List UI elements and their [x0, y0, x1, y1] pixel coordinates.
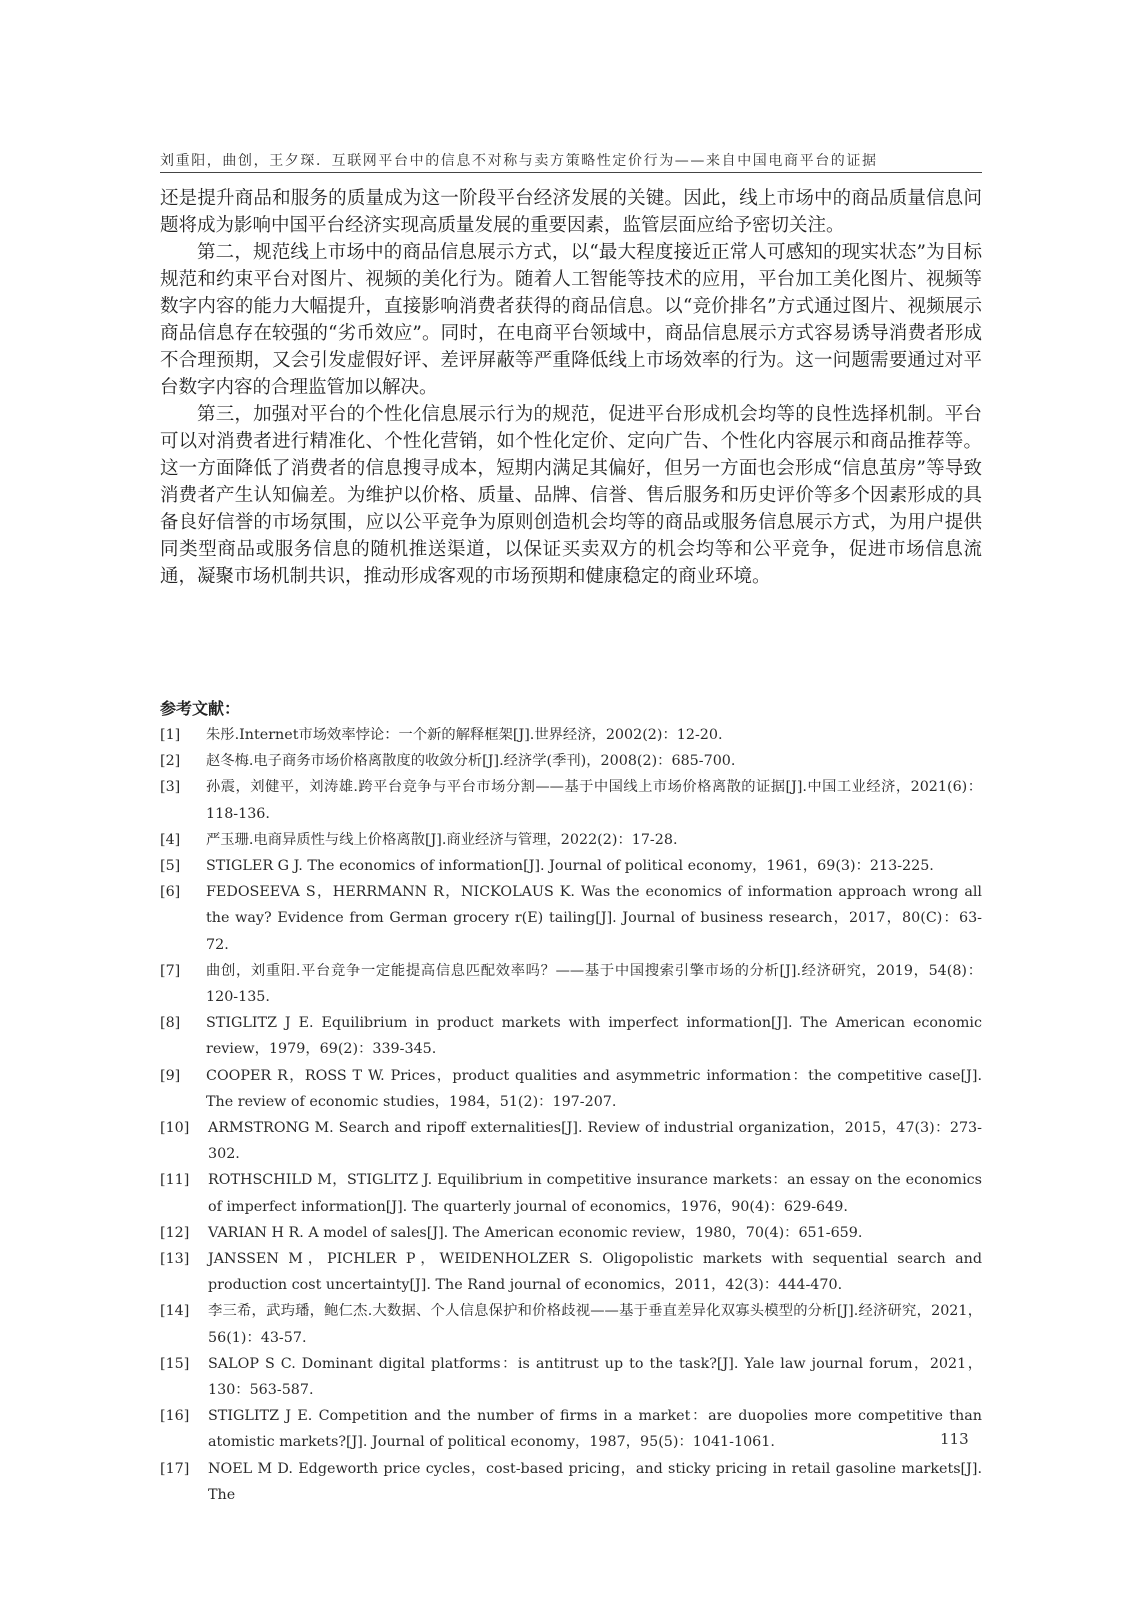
header-rule [160, 172, 982, 173]
reference-number: [8] [160, 1015, 181, 1032]
reference-item [160, 748, 982, 774]
reference-number: [9] [160, 1067, 181, 1084]
reference-item [160, 1220, 982, 1246]
reference-text: 李三希，武玙璠，鲍仁杰.大数据、个人信息保护和价格歧视——基于垂直差异化双寡头模型的分析[J].经济研究，2021，56(1)：43-57. [208, 1303, 982, 1346]
reference-number: [12] [160, 1224, 190, 1241]
reference-number: [13] [160, 1251, 190, 1268]
reference-text: ROTHSCHILD M，STIGLITZ J. Equilibrium in competitive insurance markets：an essay on the economics of imperfect information[J]. The quarterly journal of economics，1976，90(4)：629-649. [208, 1172, 982, 1215]
reference-item [160, 1246, 982, 1298]
reference-text: SALOP S C. Dominant digital platforms：is antitrust up to the task?[J]. Yale law journal forum，2021，130：563-587. [208, 1355, 982, 1399]
reference-item [160, 1115, 982, 1167]
reference-number: [4] [160, 831, 181, 848]
reference-text: STIGLER G J. The economics of information[J]. Journal of political economy，1961，69(3)：213-225. [206, 858, 934, 875]
reference-number: [15] [160, 1355, 190, 1372]
reference-text: STIGLITZ J E. Competition and the number of firms in a market：are duopolies more competitive than atomistic markets?[J]. Journal of political economy，1987，95(5)：1041-1061. [208, 1408, 982, 1451]
body-text [160, 185, 982, 590]
reference-text: 孙震，刘健平，刘涛雄.跨平台竞争与平台市场分割——基于中国线上市场价格离散的证据[J].中国工业经济，2021(6)：118-136. [206, 779, 982, 822]
reference-text: 赵冬梅.电子商务市场价格离散度的收敛分析[J].经济学(季刊)，2008(2)：685-700. [206, 753, 736, 770]
reference-item [160, 827, 982, 853]
reference-item [160, 774, 982, 826]
reference-text: VARIAN H R. A model of sales[J]. The American economic review，1980，70(4)：651-659. [208, 1224, 863, 1241]
reference-number: [16] [160, 1408, 190, 1425]
reference-text: FEDOSEEVA S，HERRMANN R，NICKOLAUS K. Was the economics of information approach wrong all the way? Evidence from German grocery r(E) tailing[J]. Journal of business research，2017，80(C)：63-72. [206, 884, 982, 953]
reference-item [160, 1063, 982, 1115]
references-heading: 参考文献： [160, 699, 241, 718]
reference-number: [3] [160, 779, 181, 796]
reference-number: [17] [160, 1460, 190, 1477]
reference-text: STIGLITZ J E. Equilibrium in product markets with imperfect information[J]. The American economic review，1979，69(2)：339-345. [206, 1015, 982, 1058]
reference-number: [7] [160, 962, 181, 979]
reference-item [160, 1298, 982, 1350]
reference-text: ARMSTRONG M. Search and ripoff externalities[J]. Review of industrial organization，2015，47(3)：273-302. [208, 1120, 982, 1163]
running-header: 刘重阳，曲创，王夕琛．互联网平台中的信息不对称与卖方策略性定价行为——来自中国电商平台的证据 [160, 153, 878, 169]
reference-text: COOPER R，ROSS T W. Prices，product qualities and asymmetric information：the competitive case[J]. The review of economic studies，1984，51(2)：197-207. [206, 1067, 982, 1110]
reference-item [160, 1010, 982, 1062]
paragraph: 还是提升商品和服务的质量成为这一阶段平台经济发展的关键。因此，线上市场中的商品质量信息问题将成为影响中国平台经济实现高质量发展的重要因素，监管层面应给予密切关注。 [160, 188, 982, 236]
reference-text: JANSSEN M，PICHLER P，WEIDENHOLZER S. Oligopolistic markets with sequential search and production cost uncertainty[J]. The Rand journal of economics，2011，42(3)：444-470. [208, 1251, 982, 1294]
reference-list [160, 722, 982, 1508]
reference-text: 曲创，刘重阳.平台竞争一定能提高信息匹配效率吗？——基于中国搜索引擎市场的分析[J].经济研究，2019，54(8)：120-135. [206, 962, 982, 1006]
reference-text: 严玉珊.电商异质性与线上价格离散[J].商业经济与管理，2022(2)：17-28. [206, 831, 678, 848]
reference-number: [11] [160, 1172, 190, 1189]
paragraph: 第二，规范线上市场中的商品信息展示方式，以“最大程度接近正常人可感知的现实状态”为目标规范和约束平台对图片、视频的美化行为。随着人工智能等技术的应用，平台加工美化图片、视频等数字内容的能力大幅提升，直接影响消费者获得的商品信息。以“竞价排名”方式通过图片、视频展示商品信息存在较强的“劣币效应”。同时，在电商平台领域中，商品信息展示方式容易诱导消费者形成不合理预期，又会引发虚假好评、差评屏蔽等严重降低线上市场效率的行为。这一问题需要通过对平台数字内容的合理监管加以解决。 [160, 242, 982, 398]
reference-item [160, 1403, 982, 1455]
reference-number: [14] [160, 1303, 190, 1320]
page-number: 113 [940, 1430, 969, 1448]
reference-item [160, 879, 982, 958]
reference-item [160, 722, 982, 748]
reference-number: [5] [160, 858, 181, 875]
reference-item [160, 1351, 982, 1403]
reference-item [160, 1456, 982, 1508]
reference-item [160, 853, 982, 879]
reference-item [160, 1167, 982, 1219]
reference-number: [10] [160, 1120, 190, 1137]
reference-text: NOEL M D. Edgeworth price cycles，cost-based pricing，and sticky pricing in retail gasoline markets[J]. The [208, 1460, 982, 1503]
reference-item [160, 958, 982, 1010]
reference-number: [2] [160, 753, 181, 770]
paragraph: 第三，加强对平台的个性化信息展示行为的规范，促进平台形成机会均等的良性选择机制。平台可以对消费者进行精准化、个性化营销，如个性化定价、定向广告、个性化内容展示和商品推荐等。这一方面降低了消费者的信息搜寻成本，短期内满足其偏好，但另一方面也会形成“信息茧房”等导致消费者产生认知偏差。为维护以价格、质量、品牌、信誉、售后服务和历史评价等多个因素形成的具备良好信誉的市场氛围，应以公平竞争为原则创造机会均等的商品或服务信息展示方式，为用户提供同类型商品或服务信息的随机推送渠道，以保证买卖双方的机会均等和公平竞争，促进市场信息流通，凝聚市场机制共识，推动形成客观的市场预期和健康稳定的商业环境。 [160, 404, 982, 587]
reference-text: 朱彤.Internet市场效率悖论：一个新的解释框架[J].世界经济，2002(2)：12-20. [206, 727, 723, 743]
reference-number: [6] [160, 884, 181, 901]
reference-number: [1] [160, 727, 181, 743]
